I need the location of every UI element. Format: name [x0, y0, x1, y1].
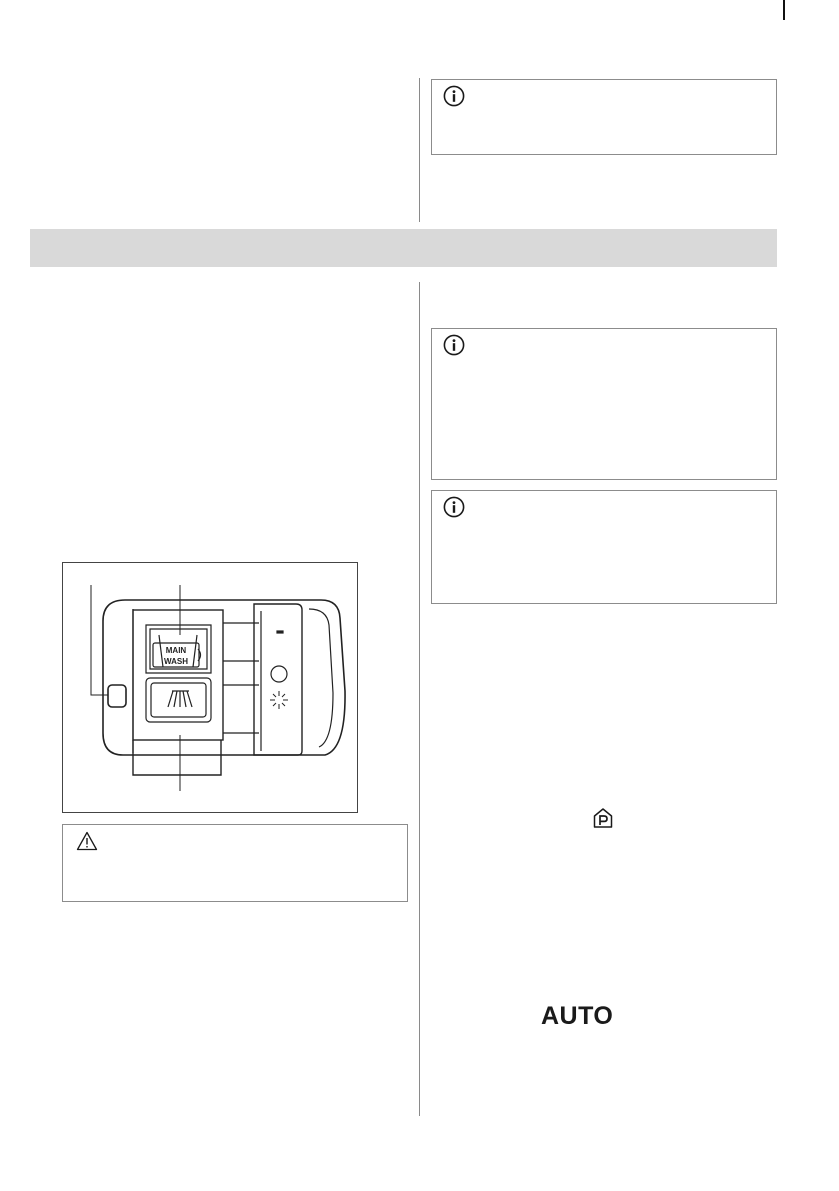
info-icon [443, 496, 465, 518]
panel-label-main: MAIN [165, 646, 187, 655]
info-icon [443, 334, 465, 356]
program-p-icon [592, 807, 614, 829]
info-note-1 [431, 328, 777, 480]
column-divider-top [419, 78, 420, 222]
dispenser-figure [62, 562, 358, 813]
warning-icon [76, 831, 98, 851]
info-note-top [431, 79, 777, 155]
trim-mark [783, 0, 785, 20]
panel-label-wash: WASH [164, 657, 188, 666]
section-heading-bar [30, 229, 777, 267]
auto-label: AUTO [541, 1002, 614, 1030]
warning-note [62, 824, 408, 902]
info-note-2 [431, 490, 777, 604]
column-divider-bottom [419, 282, 420, 1116]
dispenser-illustration [63, 563, 357, 812]
info-icon [443, 85, 465, 107]
